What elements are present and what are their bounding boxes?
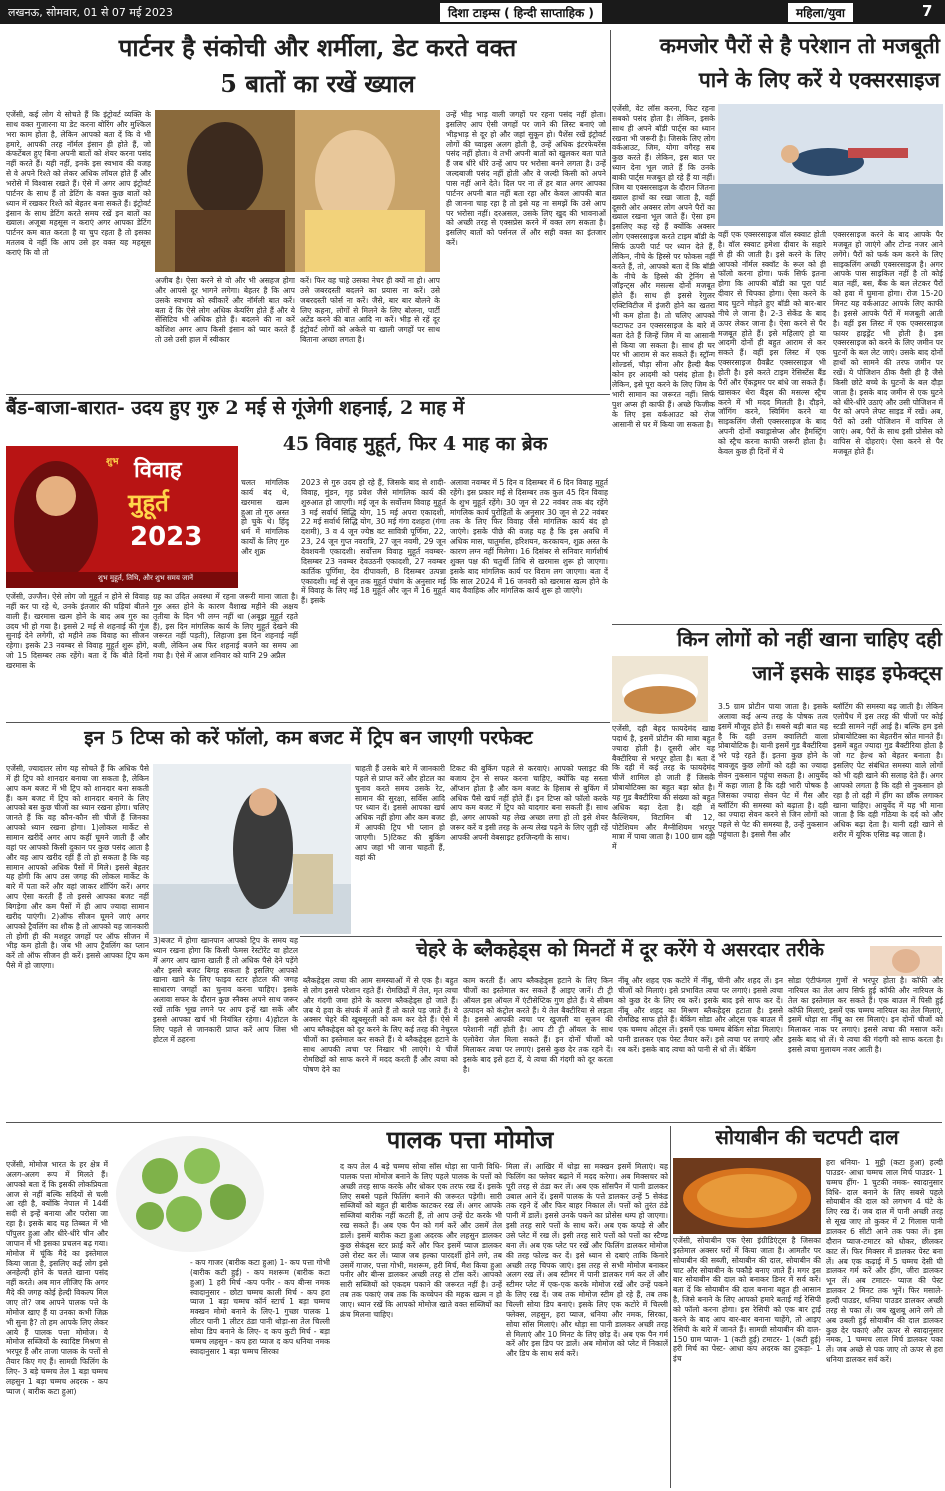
- masthead-date: लखनऊ, सोमवार, 01 से 07 मई 2023: [8, 6, 173, 19]
- article-wedding-headline-2: 45 विवाह मुहूर्त, फिर 4 माह का ब्रेक: [282, 433, 548, 455]
- article-momos-col-4: मिला लें। आखिर में थोड़ा सा मक्खन इसमें मिलाएं। यह फिलिंग का फ्लेवर बढ़ाने में मदद करेगा। अब मिक्सचर को पूरी तरह से ठंडा कर लें। अब एक सॉसपैन में पानी डालकर उबाल आने दें। इसमें पालक के पत्ते डालकर उन्हें 5 सेकंड तक रहने दें और फिर बाहर निकाल लें। पत्तों को तुरंत ठंडे पानी में डालें। इससे उनके पकने का प्रोसेस थम्प हो जाएगा। इसी तरह सारे पत्तों के साथ करें। अब एक कपड़े से और उसे प्लेट में रख लें। इसी तरह सारे पत्तों को पत्तों का स्टैण्ड बना लें। अब एक प्लेट पर रखें और फिलिंग डालकर मोमोज की तरह फोल्ड कर दें। इसे ध्यान से दबाएं ताकि किनारे अच्छी तरह चिपक जाएं। इस तरह से सभी मोमोज बनाकर अलग रख लें। अब स्टीमर में पानी डालकर गर्म कर लें और स्टीमर प्लेट में एक-एक करके मोमोज रखें और उन्हें पकने के लिए रख दें। जब तक मोमोज स्टीम हो रहे हैं, तब तक चिल्ली सोया डिप बनाएं। इसके लिए एक कटोरे में चिल्ली फ्लेक्स, लहसुन, हरा प्याज, धनिया और नमक, सिरका, सोया सॉस मिलाएं। और थोड़ा सा पानी डालकर अच्छी तरह से मिलाएं और 10 मिनट के लिए छोड़ दें। अब एक पैन गर्म करें और इस डिप पर डालें। अब मोमोज को प्लेट में निकालें और डिप के साथ सर्व करें।: [506, 1162, 668, 1359]
- article-momos-headline: पालक पत्ता मोमोज: [386, 1125, 554, 1154]
- article-curd-col-3: ब्लॉटिंग की समस्या बढ़ जाती है। लेकिन एलोपैथ में इस तरह की चीजों पर कोई स्टडी सामने नहीं आई है। बल्कि हम इसे प्रोबायोटिक्स का बेहतरीन स्रोत मानते हैं। इसमें बहुत ज्यादा गुड बैक्टीरिया होता है जो गट हेल्थ को बेहतर बनाता है। इसलिए पेट संबंधित समस्या वाले लोगों को भी दही खाने की सलाह देते हैं। अगर आपको लगता है कि दही से नुकसान हो रहा है तो दही में हींग का छौंक लगाकर खाना चाहिए। आयुर्वेद में यह भी माना जाता है कि दही गठिया के दर्द को और अधिक बढ़ा देता है। यानी दही खाने से शरीर में यूरिक एसिड बढ़ जाता है।: [833, 702, 943, 840]
- article-trip-col-1: एजेंसी, ज्यादातर लोग यह सोचते हैं कि अधिक पैसे में ही ट्रिप को शानदार बनाया जा सकता है, लेकिन आप कम बजट में भी ट्रिप को शानदार बना सकती हैं। कम बजट में ट्रिप को शानदार बनाने के लिए आपको बस कुछ चीजों का ध्यान रखना होगा। चलिए जानते हैं कि वह कौन-कौन सी चीजें हैं जिनका आपको ध्यान रखना होगा। 1)लोकल मार्केट से सामान खरीदें अगर आप कहीं घूमने जाती हैं और वहां पर आपको किसी दुकान पर कुछ पसंद आता है और वह आप खरीद रहीं हैं तो हो सकता है कि वह सामान आपको अधिक पैसों में मिले। इससे बेहतर यह होगी कि आप उस जगह की लोकल मार्केट के बारे में पता करें और वहां जाकर शॉपिंग करें। अगर आप ऐसा करती हैं तो इससे आपका बजट नहीं बिगड़ेगा और कम पैसों में ही आप ज्यादा सामान खरीद पाएंगी। 2)ऑफ सीजन घूमने जाएं अगर आपको ट्रैवलिंग का शौक है तो आपको यह जानकारी तो होगी ही की मशहूर जगहों पर ऑफ सीजन में भीड़ कम होती है। जब भी आप ट्रैवलिंग का प्लान करें तो ऑफ सीजन ही करें। इससे आपका ट्रिप कम पैसे में हो जाएगा।: [6, 764, 149, 971]
- face-photo: [870, 946, 942, 976]
- page-number: 7: [922, 2, 933, 20]
- masthead-section: महिला/युवा: [788, 3, 853, 22]
- exercise-photo: [718, 104, 943, 226]
- article-partner-col-2: अजीब है। ऐसा करने से वो और भी असहज होगा और आपसे दूर भागने लगेगा। बेहतर है कि आप उसके स्वभाव को स्वीकारें और नॉर्मली बात करें। बता दें कि ऐसे लोग अधिक केयरिंग होते हैं और ये सेंसिटिव भी अधिक होते हैं। बदलने की ना करें कोशिश अगर आप किसी इंसान को प्यार करते हैं तो उसे उसी हाल में स्वीकार: [155, 276, 295, 345]
- article-legs-col-2: वहीं एक एक्सरसाइज वॉल स्क्वाट होती है। वॉल स्क्वाट हमेशा दीवार के सहारे से ही की जाती है। इसे करने के लिए आपको नॉर्मल स्क्वॉट के रूल को ही फॉलो करना होगा। फर्क सिर्फ इतना होगा कि आपकी बॉडी का पूरा पार्ट दीवार से चिपका होगा। ऐसा करने के बाद घुटने मोड़ते हुए बॉडी को बार-बार नीचे ले जाना है। 2-3 सेकेंड के बाद ऊपर लेकर जाना है। ऐसा करने से पैर मजबूत होते हैं। इसे महिलाएं हो या आदमी दोनों ही बहुत आराम से कर सकते हैं। वहीं इस लिस्ट में एक एक्सरसाइज ग्रैवब्रैट एक्सरसाइज भी होती है। इसे करते टाइम रेसिस्टेंस बैंड पैरों और ऐंकड्रमर पर बांधे जा सकते हैं। खासकर थेरा बैंड्स की मसल्स स्ट्रैच करने में भी मदद मिलती है। दौड़ने, जॉगिंग करने, स्विमिंग करने या साइकलिंग जैसी एक्सरसाइज के बाद अपनी दोनों क्वाड्रासेप्स और हैमस्ट्रिंग को स्ट्रैच करना काफी जरूरी होता है। केवल कुछ ही दिनों में ये: [718, 230, 826, 456]
- article-dal-col-2: हरा धनिया- 1 मुट्ठी (कटा हुआ) हल्दी पाउडर- आधा चम्मच लाल मिर्च पाउडर- 1 चम्मच हींग- 1 चुटकी नमक- स्वादानुसार विधि- दाल बनाने के लिए सबसे पहले सोयाबीन की दाल को लगभग 4 घंटे के लिए रख दें। जब दाल में पानी अच्छी तरह से सूख जाए तो कुकर में 2 गिलास पानी डालकर 6 सीटी आने तक पका लें। इस दौरान प्याज-टमाटर को धोकर, छीलकर काट लें। फिर मिक्सर में डालकर पेस्ट बना लें। अब एक कढ़ाई में 5 चम्मच देसी घी डालकर गर्म करें और हींग, जीरा डालकर भून लें। अब टमाटर- प्याज की पेस्ट डालकर 2 मिनट तक भूनें। फिर मसाले- हल्दी पाउडर, धनिया पाउडर डालकर अच्छी तरह से पका लें। जब खुशबू आने लगे तो अब उबली हुई सोयाबीन की दाल डालकर कुछ देर पकाएं और ऊपर से स्वादानुसार नमक, 1 चम्मच लाल मिर्च डालकर पका लें। जब अच्छे से पक जाए तो ऊपर से हरा धनिया डालकर सर्व करें।: [826, 1158, 943, 1365]
- graphic-muhurat: मुहूर्त: [128, 488, 169, 517]
- article-dal-col-1: एजेंसी, सोयाबीन एक ऐसा इंग्रीडिएंट्स है जिसका इस्तेमाल अक्सर घरों में किया जाता है। आमतौर पर सोयाबीन की सब्जी, सोयाबीन की दाल, सोयाबीन की चाट और सोयाबीन के पकौड़े बनाए जाते हैं। मगर इस बार सोयाबीन की दाल को बनाकर डिनर में सर्व करें। बता दें कि सोयाबीन की दाल बनाना बहुत ही आसान है, जिसे बनाने के लिए आपको हमारे बताई गई रेसिपी को फॉलो करना होगा। इस रेसिपी को एक बार ट्राई करने के बाद आप बार-बार बनाना चाहेंगे, तो आइए रेसिपी के बारे में जानते हैं। सामग्री सोयाबीन की दाल- 150 ग्राम प्याज- 1 (कटी हुई) टमाटर- 1 (कटी हुई) हरी मिर्च का पेस्ट- आधा कप अदरक का टुकड़ा- 1 इंच: [673, 1236, 821, 1364]
- traveller-photo: [153, 764, 351, 934]
- article-dal-headline: सोयाबीन की चटपटी दाल: [715, 1125, 899, 1149]
- dal-photo: [673, 1158, 821, 1234]
- article-curd-col-1: एजेंसी, दही बेहद फायदेमंद खाद्य पदार्थ है, इसमें प्रोटीन की मात्रा बहुत ज्यादा होती है। दूसरी ओर यह बैक्टीरिया से भरपूर होता है। बता दें कि दही में कई तरह के फायदेमंद चीजें शामिल हो जाती हैं जिसके प्रोबायोटिक्स का बहुत बड़ा स्रोत है। यह गुड बैक्टीरिया की संख्या को बहुत अधिक बढ़ा देता है। दही में कैल्शियम, विटामिन बी 12, पोटेशियम और मैग्नीशियम भरपूर मात्रा में पाया जाता है। 100 ग्राम दही में: [612, 724, 715, 852]
- article-partner-headline-2: 5 बातों का रखें ख्याल: [220, 69, 415, 98]
- article-legs-headline-1: कमजोर पैरों से है परेशान तो मजबूती: [659, 33, 940, 58]
- article-partner-col-1: एजेंसी, कई लोग ये सोचते हैं कि इंट्रोवर्ट व्यक्ति के साथ वक्त गुजारना या डेट करना बोरिंग और मुश्किल भरा काम होता है, लेकिन आपको बता दें कि वे भी हमारे, आपकी तरह नॉर्मल इंसान ही होते हैं, जो कंफर्टेबल हुए बिना अपनी बातों को शेयर करना पसंद नहीं करते हैं। यही नहीं, इनके इस स्वभाव की वजह से वे अपने रिश्ते को लेकर अधिक लॉयल होते हैं और भरोसे में विश्वास रखते हैं। ऐसे में अगर आप इंट्रोवर्ट पार्टनर के साथ हैं तो डेटिंग के वक्त कुछ बातों को ध्यान में रखकर रिश्ते को बेहतर बना सकते हैं। इंट्रोवर्ट इंसान के साथ डेटिंग करते समय रखें इन बातों का ख्याल। अजूबा महसूस न कराएं अगर आपका डेटिंग पार्टनर कम बात करता है या चुप रहता है तो इसका मतलब ये नहीं कि आप उसे हर वक्त यह महसूस कराएं कि वो तो: [6, 110, 151, 258]
- article-momos-col-3: द कप तेल 4 बड़े चम्मच सोया सॉस थोड़ा सा पानी विधि- पालक पत्ता मोमोज बनाने के लिए पहले पालक के पत्तों को अच्छी तरह साफ करके और धोकर एक तरफ रख दें। इसके लिए सबसे पहले फिलिंग बनाने की जरूरत पड़ेगी। सारी सब्जियों को बहुत ही बारीक काटकर रख लें। अगर आपके सब्जियां बारीक नहीं कटती हैं, तो आप उन्हें ग्रेट करके भी रख सकते हैं। अब एक पैन को गर्म करें और उसमें तेल डालें। इसमें बारीक कटा हुआ अदरक और लहसुन डालकर कुछ सेकंड्स स्टर फ्राई करें और फिर इसमें प्याज डालकर उसे रोस्ट कर लें। प्याज जब हल्का पारदर्शी होने लगे, तब उसमें गाजर, पत्ता गोभी, मशरूम, हरी मिर्च, मैश किया हुआ पनीर और बीन्स डालकर अच्छी तरह से टॉस करें। आपको सारी सब्जियों को एकदम पकाने की जरूरत नहीं है। उन्हें तब तक पकाएं जब तक कि कच्चेपन की महक खत्म न हो जाए। ध्यान रखें कि आपको मोमोज खाते वक्त सब्जियों का क्रंच मिलना चाहिए।: [340, 1162, 502, 1319]
- couple-photo: [155, 110, 440, 272]
- article-wedding-col-2: ग्रह का उदित अवस्था में रहना जरूरी माना जाता है। गुरु अस्त होने के कारण वैशाख महीने की अक्षय तृतीया के दिन भी लग्न नहीं था (अबूझ मुहूर्त रहते हैं), इस दिन मांगलिक कार्य के लिए मुहूर्त देखने की जरूरत नहीं पड़ती), लिहाजा इस दिन शहनाई नहीं बजी, लेकिन अब फिर शहनाई बजने का समय आ गया है। ऐसे में आज शनिवार को यानि 29 अप्रैल: [153, 592, 298, 661]
- graphic-vivah: विवाह: [134, 457, 182, 483]
- article-legs-col-1: एजेंसी, वेट लॉस करना, फिट रहना सबको पसंद होता है। लेकिन, इसके साथ ही अपने बॉडी पार्ट्स का ध्यान रखना भी जरूरी है। जिसके लिए लोग वर्कआउट, जिम, योगा वगैरह सब कुछ करते हैं। लेकिन, इस बात पर ध्यान देना भूल जाते हैं कि उनके बाकी पार्ट्स मजबूत हो रहे हैं या नहीं। जिम या एक्सरसाइज के दौरान जितना ख्याल हाथों का रखा जाता है, वहीं दूसरी ओर अक्सर लोग अपने पैरों का ख्याल रखना भूल जाते हैं। ऐसा हम इसलिए कह रहे हैं क्योंकि अक्सर लोग एक्सरसाइज करते टाइम बॉडी के सिर्फ ऊपरी पार्ट पर ध्यान देते हैं, लेकिन, नीचे के हिस्से पर फोकस नहीं करते हैं, तो, आपको बता दें कि बॉडी के नीचे के हिस्से की ट्रेनिंग से जॉइन्ट्स और मसल्स दोनों मजबूत होते हैं। साथ ही इससे रेगुलर एक्टिविटीज में इंजरी होने का खतरा भी कम होता है। तो चलिए आपको फटाफट उन एक्सरसाइज के बारे में बता देते हैं जिन्हें जिम में या आसानी से किया जा सकता है। साथ ही घर पर भी आराम से कर सकते हैं। स्ट्रॉन्ग शोल्डर्स, चौड़ा सीना और हैल्दी बैक कोन हर आदमी को पसंद होता है। लेकिन, इसे पूरा करने के लिए जिम के भारी सामान का जरूरत नहीं। सिर्फ पुश अप्स ही काफी हैं। अच्छे फिजीक के लिए इस वर्कआउट को रोज आसानी से घर में किया जा सकता है।: [612, 104, 715, 429]
- article-wedding-col-1: एजेंसी, उज्जैन। ऐसे लोग जो मुहूर्त न होने से विवाह नहीं कर पा रहे थे, उनके इंतजार की घड़ियां बीतने वाली हैं। खरमास खत्म होने के बाद अब गुरु का उदय भी हो गया है। इससे 2 मई से शहनाई की गूंज सुनाई देने लगेगी, दो महीने तक विवाह का सीजन रहेगा। इसके 23 नवम्बर से विवाह मुहूर्त शुरू होंगे, जो 15 दिसम्बर तक रहेंगे। बता दें कि बीते दिनों खरमास के: [6, 592, 149, 671]
- article-trip-headline: इन 5 टिप्स को करें फॉलो, कम बजट में ट्रिप बन जाएगी परफेक्ट: [84, 727, 533, 749]
- article-momos-col-2: - कप गाजर (बारीक कटा हुआ) 1- कप पत्ता गोभी (बारीक कटी हुई) - कप मशरूम (बारीक कटा हुआ) 1 हरी मिर्च -कप पनीर - कप बीन्स नमक स्वादानुसार - छोटा चम्मच काली मिर्च - कप हरा प्याज 1 बड़ा चम्मच कॉर्न स्टार्च 1 बड़ा चम्मच मक्खन मोमो बनाने के लिए-1 गुच्छा पालक 1 लीटर पानी 1 लीटर ठंडा पानी थोड़ा-सा तेल चिल्ली सोया डिप बनाने के लिए- द कप कुटी मिर्च - बड़ा चम्मच लहसुन - कप हरा प्याज द कप धनिया नमक स्वादानुसार 1 बड़ा चम्मच सिरका: [190, 1258, 330, 1356]
- curd-bowl-photo: [612, 656, 708, 722]
- graphic-caption: शुभ मुहूर्त, तिथि, और शुभ समय जानें: [98, 574, 194, 582]
- article-wedding-col-3: 2023 से गुरु उदय हो रहे हैं, जिसके बाद से शादी-विवाह, मुंडन, गृह प्रवेश जैसे मांगलिक कार्य की शुरुआत हो जाएगी। मई जून के सर्वोत्तम विवाह मुहूर्त 3 मई सर्वार्थ सिद्धि योग, 15 मई अपरा एकादशी, 22 मई सर्वार्थ सिद्धि योग, 30 मई गंगा दशहरा (गंगा दशमी), 3 व 4 जून ज्येष्ठ वट सावित्री पूर्णिमा, 22, 23, 24 जून गुप्त नवरात्रि, 27 जून नवमी, 29 जून देवशयनी एकादशी। सर्वोत्तम विवाह मुहूर्त नवम्बर-दिसम्बर 23 नवम्बर देवउठनी एकादशी, 27 नवम्बर कार्तिक पूर्णिमा, देव दीपावली, 8 दिसम्बर उत्पन्ना एकादशी। मई से जून तक मुहूर्त पंचांग के अनुसार मई में विवाह के लिए मई 18 मुहूर्त और जून में 16 मुहूर्त हैं। इसके: [301, 478, 446, 606]
- article-legs-headline-2: पाने के लिए करें ये एक्सरसाइज: [698, 67, 940, 92]
- graphic-badge: शुभ: [106, 457, 119, 467]
- article-trip-col-3: चाहती हैं उसके बारे में जानकारी पहले से प्राप्त करें और होटल का चुनाव करते समय उसके रेट, सामान की सुरक्षा, सर्विस आदि पर ध्यान दें। इससे आपका खर्च अधिक नहीं होगा और कम बजट में आपकी ट्रिप भी प्लान हो जाएगी। 5)टिकट की बुकिंग आप जहां भी जाना चाहती हैं, वहां की: [355, 764, 445, 862]
- article-curd-headline-1: किन लोगों को नहीं खाना चाहिए दही: [676, 627, 942, 651]
- article-blackheads-col-1: ब्लैकहेड्स त्वचा की आम समस्याओं में से एक है। बहुत से लोग इससे परेशान रहते हैं। रोमछिद्रों में तेल, मृत त्वचा और गंदगी जमा होने के कारण ब्लैकहेड्स हो जाते हैं। जब ये हवा के संपर्क में आते हैं तो काले पड़ जाते हैं। ये अक्सर चेहरे की खूबसूरती को कम कर देते हैं। ऐसे में आप ब्लैकहेड्स को दूर करने के लिए कई तरह की नेचुरल चीजों का इस्तेमाल कर सकते हैं। ये ब्लैकहेड्स हटाने के साथ आपकी त्वचा पर निखार भी लाएंगे। ये चीजें रोमछिद्रों को साफ करने में मदद करती हैं और त्वचा को पोषण देने का: [303, 976, 458, 1074]
- article-blackheads-col-4: सोडा एंटीफंगल गुणों से भरपूर होता है। कॉफी और नारियल का तेल आप सिर्फ हुई कॉफी और नारियल के तेल का इस्तेमाल कर सकते हैं। एक बाउल में पिसी हुई कॉफी मिलाएं, इसमें एक चम्मच नारियल का तेल मिलाएं, इसमें थोड़ा सा नींबू का रस मिलाएं। इन दोनों चीजों को मिलाकर नाक पर लगाएं। इससे त्वचा की मसाज करें। इसके बाद धो लें। ये त्वचा की गंदगी को साफ करता है। इससे त्वचा मुलायम नजर आती है।: [788, 976, 943, 1055]
- graphic-year: 2023: [130, 522, 203, 552]
- vivah-muhurat-graphic: [6, 446, 238, 588]
- article-curd-headline-2: जानें इसके साइड इफेक्ट्स: [752, 661, 942, 685]
- article-partner-headline-1: पार्टनर है संकोची और शर्मीला, डेट करते वक्त: [118, 33, 517, 62]
- article-trip-col-2: 3)बजट में होगा खानपान आपको ट्रिप के समय यह ध्यान रखना होगा कि किसी फेमस रेस्टोरेंट या होटल में अगर आप खाना खाती हैं तो अधिक पैसे देने पड़ेंगे और इससे बजट बिगड़ सकता है इसलिए आपको खाना खाने के लिए फाइव स्टार होटल की जगह साधारण जगहों का चुनाव करना चाहिए। इसके अलावा सफर के दौरान कुछ स्नैक्स अपने साथ जरूर रखें ताकि भूख लगने पर आप इन्हें खा सकें और इससे आपका खर्च भी नियंत्रित रहेगा। 4)होटल के लिए पहले से जानकारी प्राप्त करें आप जिस भी होटल में ठहरना: [153, 936, 298, 1044]
- masthead-paper-name: दिशा टाइम्स ( हिन्दी साप्ताहिक ): [440, 3, 602, 22]
- masthead: [0, 0, 945, 24]
- article-trip-col-4: टिकट की बुकिंग पहले से करवाएं। आपको फ्लाइट की बजाय ट्रेन से सफर करना चाहिए, क्योंकि यह सस्ता ऑप्शन होता है और कम बजट के हिसाब से बुकिंग में अधिक पैसे खर्च नहीं होते हैं। इन टिप्स को फॉलो करके आप कम बजट में ट्रिप को यादगार बना सकती हैं। साथ ही, अगर आपको यह लेख अच्छा लगा हो तो इसे शेयर जरूर करें व इसी तरह के अन्य लेख पढ़ने के लिए जुड़ी रहें आपकी अपनी वेबसाइट हरजिन्दगी के साथ।: [450, 764, 608, 843]
- article-momos-col-1: एजेंसी, मोमोज भारत के हर क्षेत्र में अलग-अलग रूप में मिलते हैं। आपको बता दें कि इसकी लोकप्रियता आज से नहीं बल्कि सदियों से चली आ रही है, क्योंकि नेपाल में 14वीं सदी से इन्हें बनाया और परोसा जा रहा है। इसके बाद यह तिब्बत में भी पॉपुलर हुआ और धीरे-धीरे चीन और जापान में भी इसका प्रचलन बढ़ गया। मोमोज में चूंकि मैदे का इस्तेमाल किया जाता है, इसलिए कई लोग इसे अनहेल्दी होने के चलते खाना पसंद नहीं करते। अब मान लीजिए कि अगर मैदे की जगह कोई हेल्दी विकल्प मिल जाए तो? जब आपने पालक पत्ते के मोमोज खाए हैं या उनका कभी जिक्र भी सुना है? तो हम आपके लिए लेकर आये हैं पालक पत्ता मोमोज। ये मोमोज सब्जियों के स्वादिष्ट मिश्रण से भरपूर हैं और ताजा पालक के पत्तों से तैयार किए गए हैं। सामग्री फिलिंग के लिए- 3 बड़े चम्मच तेल 1 बड़ा चम्मच लहसुन 1 बड़ा चम्मच अदरक - कप प्याज ( बारीक कटा हुआ): [6, 1160, 108, 1396]
- article-partner-col-3: करें। फिर वह चाहे उसका नेचर ही क्यों ना हो। आप उसे जबरदस्ती बदलने का प्रयास ना करें। उसे जबरदस्ती फोर्स ना करें। जैसे, बार बार बोलने के लिए कहना, लोगों से मिलने के लिए बोलना, पार्टी अटेंड करने की बात आदि ना करें। भीड़ से रहें दूर इंट्रोवर्ट लोगों को अकेले या खाली जगहों पर साथ बिताना अच्छा लगता है।: [300, 276, 440, 345]
- article-partner-col-4: उन्हें भीड़ भाड़ वाली जगहों पर रहना पसंद नहीं होता। इसलिए आप ऐसी जगहों पर जाने की लिस्ट बनाएं जो भीड़भाड़ से दूर हो और जहां सुकून हो। पैशेंस रखें इंट्रोवर्ट लोगों की च्वाइस अलग होती है, उन्हें अधिक इंटरफेयरेंस पसंद नहीं होता। वे तभी अपनी बातों को खुलकर बता पाते हैं जब धीरे धीरे उन्हें आप पर भरोसा बनने लगता है। उन्हें जल्दबाजी पसंद नहीं होती और वे जल्दी किसी को अपने पास नहीं आने देते। दिल पर ना लें हर बात अगर आपका पार्टनर अपनी बात नहीं बता रहा और केवल आपकी बात ही जानना चाह रहा है तो इसे यह ना समझें कि उसे आप पर भरोसा नहीं। दरअसल, उसके लिए खुद की भावनाओं को अच्छी तरह से एक्सप्रेस करने में वक्त लग सकता है। इसलिए बातों को पर्सनल लें और सही वक्त का इंतजार करें।: [446, 110, 606, 248]
- article-wedding-headline-1: बैंड-बाजा-बारात- उदय हुए गुरु 2 मई से गूंजेगी शहनाई, 2 माह में: [6, 397, 465, 419]
- article-blackheads-col-3: नींबू और शहद एक कटोरे में नींबू, चीनी और शहद लें। इन चीजों को मिलाएं। इसे प्रभावित त्वचा पर लगाएं। इससे त्वचा को कुछ देर के लिए रब करें। इसके बाद इसे साफ कर दें। नींबू और शहद का मिश्रण ब्लैकहेड्स हटाता है। इससे रोमछिद्र साफ होते हैं। बेकिंग सोडा और ओट्स एक बाउल में एक चम्मच ओट्स लें। इसमें एक चम्मच बेकिंग सोडा मिलाएं। पानी डालकर एक पेस्ट तैयार करें। इसे त्वचा पर लगाएं और रब करें। इसके बाद त्वचा को पानी से धो लें। बेकिंग: [618, 976, 783, 1055]
- momos-photo: [110, 1126, 270, 1256]
- article-curd-col-2: 3.5 ग्राम प्रोटीन पाया जाता है। इसके अलावा कई अन्य तरह के पोषक तत्व इसमें मौजूद होते हैं। सबसे बड़ी बात यह है कि दही उत्तम क्वालिटी वाला प्रोबायोटिक है। यानी इसमें गुड बैक्टीरिया भरे पड़े रहते हैं। इतना कुछ होने के बावजूद कुछ लोगों को दही का ज्यादा सेवन नुकसान पहुंचा सकता है। आयुर्वेद में कहा जाता है कि दही भारी पोषक है जिसका ज्यादा सेवन पेट में गैस और ब्लॉटिंग की समस्या को बढ़ाता है। दही का ज्यादा सेवन करने से जिन लोगों को पहले से पेट की समस्या है, उन्हें नुकसान पहुंचाता है। इससे गैस और: [718, 702, 828, 840]
- article-blackheads-headline: चेहरे के ब्लैकहेड्स को मिनटों में दूर करेंगे ये असरदार तरीके: [416, 939, 824, 961]
- article-wedding-col-0: चलत मांगलिक कार्य बंद थे, खरमास खत्म हुआ तो गुरु अस्त हो चुके थे। हिंदू धर्म में मांगलिक कार्यों के लिए गुरु और शुक्र: [241, 478, 289, 557]
- article-blackheads-col-2: काम करती हैं। आप ब्लैकहेड्स हटाने के लिए किन चीजों का इस्तेमाल कर सकते हैं आइए जानें। टी ट्री ऑयल इस ऑयल में एंटीसेप्टिक गुण होते हैं। ये सीबम उत्पादन को कंट्रोल करते हैं। ये तेल बैक्टीरिया से लड़ता है। इससे आपकी त्वचा पर खुजली या सूजन की परेशानी नहीं होती है। आप टी ट्री ऑयल के साथ एलोवेरा जेल मिला सकते हैं। इन दोनों चीजों को मिलाकर त्वचा पर लगाएं। इससे कुछ देर तक रहने दें। इसके बाद इसे हटा दें, ये त्वचा की गंदगी को दूर करता है।: [463, 976, 613, 1074]
- article-legs-col-3: एक्सरसाइज करने के बाद आपके पैर मजबूत हो जाएंगे और टोन्ड नजर आने लगेंगे। पैरों को फर्क कम करने के लिए साइकलिंग अच्छी एक्सरसाइज है। अगर आपके पास साइकिल नहीं है तो कोई बात नहीं, बस, बैंक के बल लेटकर पैरों को हवा में घुमाना होगा। रोज 15-20 मिनट यह वर्कआउट आपके लिए काफी है। इससे आपके पैरों में मजबूती आती है। वहीं इस लिस्ट में एक एक्सरसाइज फायर हाइड्रेंट भी होती है। इस एक्सरसाइज को करने के लिए जमीन पर घुटनों के बल लेट जाएं। उसके बाद दोनों हाथों को सामने की तरफ जमीन पर रखें। ये पोजिशन ठीक वैसी ही है जैसे किसी छोटे बच्चे के घुटनों के बल दौड़ा जाता है। इसके बाद जमीन से एक घुटने को धीरे-धीरे उठाएं और उसी पोजिशन में पैर को अपने लेफ्ट साइड में रखें। अब, पैरों को उसी पोजिशन में वापिस ले जाएं। अब, पैरों के साथ इसी प्रोसेस को वापिस से दोहराएं। ऐसा करने से पैर मजबूत होते हैं।: [833, 230, 943, 456]
- article-wedding-col-4: अलावा नवम्बर में 5 दिन व दिसम्बर में 6 दिन विवाह मुहूर्त रहेंगे। इस प्रकार मई से दिसम्बर तक कुल 45 दिन विवाह के शुभ मुहूर्त रहेंगे। 30 जून से 22 नवंबर तक बंद रहेंगे मांगलिक कार्य पुरोहितों के अनुसार 30 जून से 22 नवंबर तक के लिए फिर विवाह जैसे मांगलिक कार्य बंद हो जाएंगे। इसके पीछे की वजह यह है कि इस अवधि में अधिक मास, चातुर्मास, हरिशयन, करकायन, शुक्र अस्त के कारण लग्न नहीं मिलेगा। 16 दिसंबर से सनिवार मार्गशीर्ष शुक्ल पक्ष की चतुर्थी तिथि से खरमास शुरू हो जाएगा। इसके बाद मांगलिक कार्य पर विराम लग जाएगा। बता दें कि साल 2024 में 16 जनवरी को खरमास खत्म होने के बाद वैवाहिक और मांगलिक कार्य शुरू हो जाएंगे।: [450, 478, 608, 596]
